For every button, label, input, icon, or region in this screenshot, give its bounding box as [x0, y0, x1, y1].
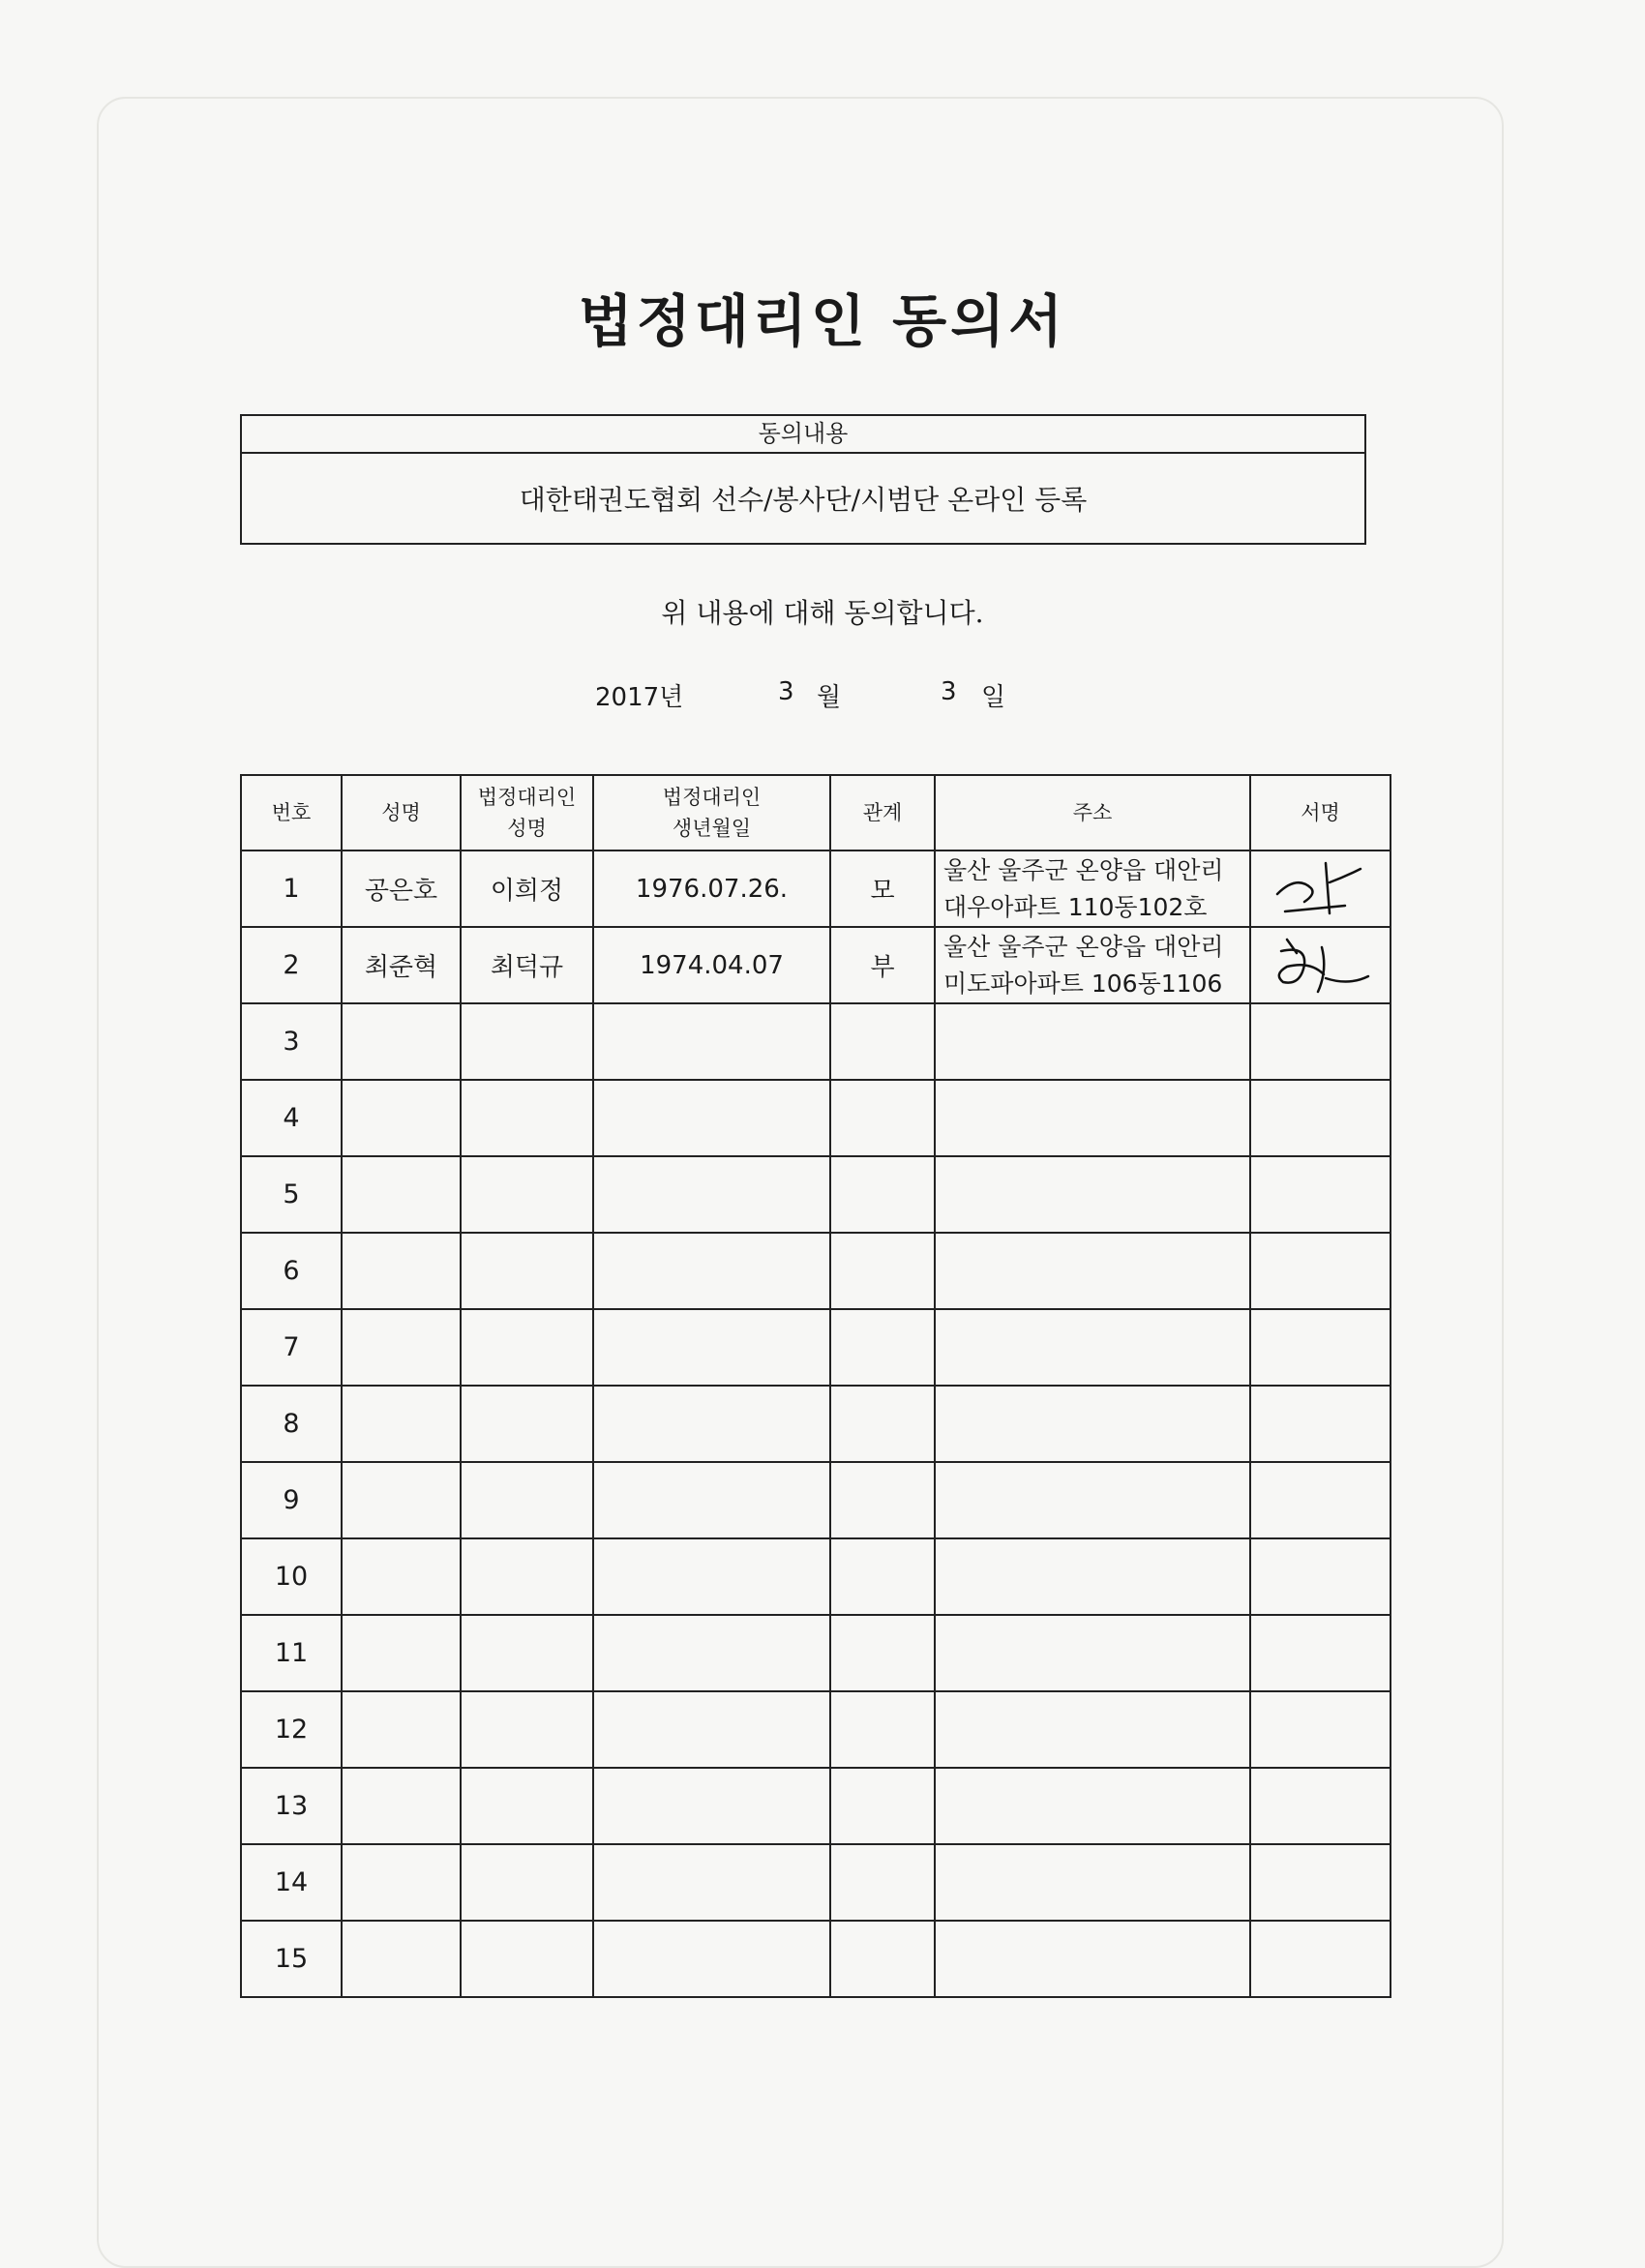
row-guardian-name	[461, 1003, 593, 1080]
row-address	[935, 1080, 1250, 1156]
table-row	[241, 1768, 1391, 1844]
row-signature	[1250, 1691, 1391, 1768]
table-row	[241, 1156, 1391, 1233]
table-row	[241, 1233, 1391, 1309]
row-guardian-birth	[593, 1233, 830, 1309]
row-student-name	[342, 1233, 461, 1309]
row-student-name	[342, 1538, 461, 1615]
table-row	[241, 1386, 1391, 1462]
row-number: 7	[241, 1309, 342, 1386]
row-address	[935, 1844, 1250, 1921]
header-guardian-name-line2: 성명	[507, 817, 547, 840]
header-guardian-birth-line1: 법정대리인	[662, 786, 762, 809]
row-guardian-name	[461, 1768, 593, 1844]
row-student-name: 최준혁	[342, 927, 461, 1003]
row-guardian-birth	[593, 1691, 830, 1768]
row-guardian-birth	[593, 1156, 830, 1233]
row-relation	[830, 1156, 935, 1233]
table-row	[241, 1921, 1391, 1997]
table-row	[241, 1080, 1391, 1156]
table-row	[241, 1003, 1391, 1080]
row-relation	[830, 1309, 935, 1386]
row-signature	[1250, 1844, 1391, 1921]
row-signature	[1250, 1768, 1391, 1844]
row-address	[935, 850, 1250, 927]
row-address	[935, 1386, 1250, 1462]
row-relation	[830, 1691, 935, 1768]
date-month-label: 월	[817, 683, 842, 712]
row-guardian-birth	[593, 1921, 830, 1997]
row-guardian-birth	[593, 1386, 830, 1462]
row-number: 3	[241, 1003, 342, 1080]
date-year: 2017년	[595, 683, 684, 712]
row-address	[935, 1538, 1250, 1615]
row-signature	[1250, 1003, 1391, 1080]
row-guardian-birth	[593, 1844, 830, 1921]
row-student-name	[342, 1386, 461, 1462]
guardian-table	[240, 774, 1391, 1998]
header-no: 번호	[241, 775, 342, 850]
handwritten-signature	[1268, 932, 1374, 1000]
row-student-name	[342, 1003, 461, 1080]
row-address	[935, 1156, 1250, 1233]
row-relation: 모	[830, 850, 935, 927]
row-relation	[830, 1538, 935, 1615]
row-relation	[830, 1386, 935, 1462]
row-guardian-name	[461, 1615, 593, 1691]
row-address	[935, 1691, 1250, 1768]
row-number: 10	[241, 1538, 342, 1615]
row-student-name	[342, 1309, 461, 1386]
row-guardian-name	[461, 1538, 593, 1615]
row-guardian-name	[461, 1233, 593, 1309]
row-address	[935, 1615, 1250, 1691]
consent-header: 동의내용	[242, 416, 1364, 454]
table-row	[241, 927, 1391, 1003]
row-signature	[1250, 1233, 1391, 1309]
row-number: 2	[241, 927, 342, 1003]
row-address	[935, 1462, 1250, 1538]
date-day-value: 3	[941, 677, 957, 706]
row-guardian-birth	[593, 1309, 830, 1386]
row-guardian-name: 최덕규	[461, 927, 593, 1003]
row-relation: 부	[830, 927, 935, 1003]
row-number: 12	[241, 1691, 342, 1768]
row-relation	[830, 1768, 935, 1844]
row-guardian-birth	[593, 1462, 830, 1538]
row-signature	[1250, 1538, 1391, 1615]
row-signature	[1250, 1309, 1391, 1386]
row-guardian-name	[461, 1080, 593, 1156]
header-name: 성명	[342, 775, 461, 850]
date-day-label: 일	[981, 683, 1006, 712]
table-row	[241, 1691, 1391, 1768]
date-month-value: 3	[778, 677, 794, 706]
row-guardian-name	[461, 1309, 593, 1386]
row-student-name	[342, 1691, 461, 1768]
row-address	[935, 1921, 1250, 1997]
row-student-name	[342, 1462, 461, 1538]
row-signature	[1250, 1921, 1391, 1997]
row-signature	[1250, 1080, 1391, 1156]
row-relation	[830, 1462, 935, 1538]
table-row	[241, 1538, 1391, 1615]
row-number: 9	[241, 1462, 342, 1538]
row-number: 13	[241, 1768, 342, 1844]
row-guardian-birth	[593, 1080, 830, 1156]
header-guardian-name	[461, 775, 593, 850]
row-number: 5	[241, 1156, 342, 1233]
row-relation	[830, 1080, 935, 1156]
row-guardian-birth	[593, 1538, 830, 1615]
table-row	[241, 1462, 1391, 1538]
handwritten-signature	[1268, 855, 1374, 923]
row-number: 6	[241, 1233, 342, 1309]
row-address	[935, 1309, 1250, 1386]
row-relation	[830, 1921, 935, 1997]
row-guardian-birth	[593, 1768, 830, 1844]
header-guardian-birth	[593, 775, 830, 850]
row-address-line1: 울산 울주군 온양읍 대안리	[943, 855, 1224, 884]
row-guardian-birth	[593, 1003, 830, 1080]
row-guardian-name	[461, 1844, 593, 1921]
row-signature	[1250, 1615, 1391, 1691]
row-guardian-birth: 1974.04.07	[593, 927, 830, 1003]
consent-box	[240, 414, 1366, 545]
row-address-line1: 울산 울주군 온양읍 대안리	[943, 932, 1224, 961]
row-student-name	[342, 1768, 461, 1844]
row-student-name: 공은호	[342, 850, 461, 927]
row-relation	[830, 1003, 935, 1080]
header-address: 주소	[935, 775, 1250, 850]
row-address	[935, 1768, 1250, 1844]
row-signature	[1250, 927, 1391, 1003]
row-address-line2: 대우아파트 110동102호	[943, 892, 1208, 921]
row-number: 4	[241, 1080, 342, 1156]
row-student-name	[342, 1921, 461, 1997]
row-guardian-name	[461, 1386, 593, 1462]
row-address	[935, 927, 1250, 1003]
table-header-row	[241, 775, 1391, 850]
row-number: 15	[241, 1921, 342, 1997]
table-row	[241, 1309, 1391, 1386]
row-student-name	[342, 1156, 461, 1233]
row-relation	[830, 1844, 935, 1921]
row-guardian-name	[461, 1462, 593, 1538]
row-address-line2: 미도파아파트 106동1106	[943, 969, 1223, 998]
agree-statement: 위 내용에 대해 동의합니다.	[661, 597, 984, 629]
header-guardian-name-line1: 법정대리인	[477, 786, 577, 809]
row-guardian-birth: 1976.07.26.	[593, 850, 830, 927]
row-guardian-birth	[593, 1615, 830, 1691]
table-row	[241, 1844, 1391, 1921]
row-student-name	[342, 1844, 461, 1921]
header-signature: 서명	[1250, 775, 1391, 850]
table-row	[241, 1615, 1391, 1691]
row-guardian-name: 이희정	[461, 850, 593, 927]
row-signature	[1250, 850, 1391, 927]
row-signature	[1250, 1156, 1391, 1233]
row-signature	[1250, 1462, 1391, 1538]
page-title: 법정대리인 동의서	[578, 288, 1067, 354]
table-row	[241, 850, 1391, 927]
header-guardian-birth-line2: 생년월일	[672, 817, 752, 840]
row-student-name	[342, 1615, 461, 1691]
row-student-name	[342, 1080, 461, 1156]
header-relation: 관계	[830, 775, 935, 850]
row-relation	[830, 1615, 935, 1691]
row-guardian-name	[461, 1156, 593, 1233]
row-address	[935, 1003, 1250, 1080]
row-number: 11	[241, 1615, 342, 1691]
row-number: 1	[241, 850, 342, 927]
row-relation	[830, 1233, 935, 1309]
row-address	[935, 1233, 1250, 1309]
row-signature	[1250, 1386, 1391, 1462]
row-number: 14	[241, 1844, 342, 1921]
row-number: 8	[241, 1386, 342, 1462]
consent-body: 대한태권도협회 선수/봉사단/시범단 온라인 등록	[519, 484, 1088, 516]
row-guardian-name	[461, 1691, 593, 1768]
row-guardian-name	[461, 1921, 593, 1997]
